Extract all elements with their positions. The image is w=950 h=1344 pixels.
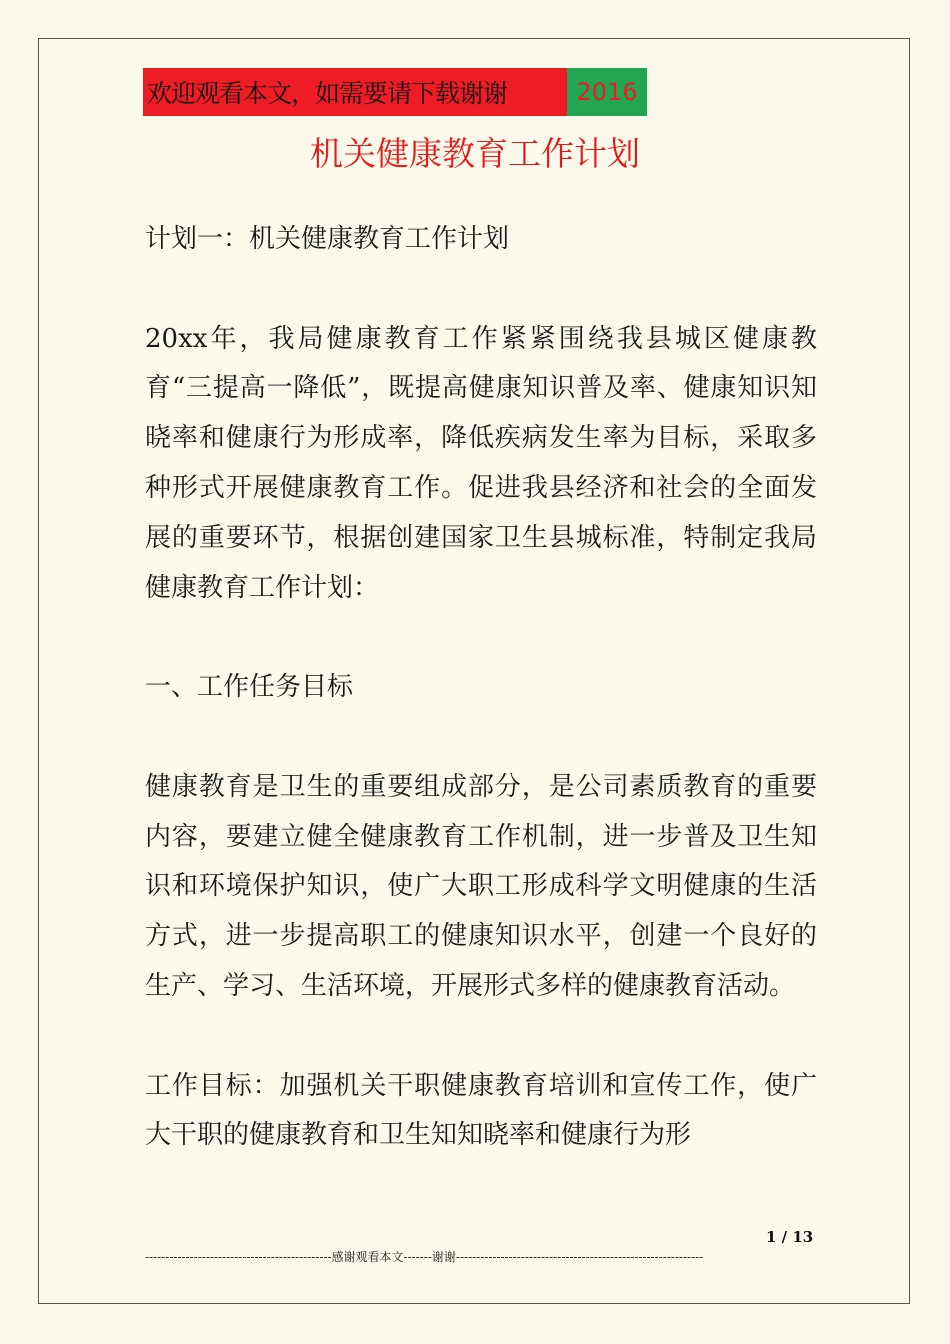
banner-text: 欢迎观看本文，如需要请下载谢谢 [143, 68, 567, 116]
plan-heading: 计划一：机关健康教育工作计划 [145, 224, 510, 254]
intro-paragraph: 20xx年，我局健康教育工作紧紧围绕我县城区健康教育“三提高一降低”，既提高健康知识普及率、健康知识知晓率和健康行为形成率，降低疾病发生率为目标，采取多种形式开展健康教育工作。促进我县经济和社会的全面发展的重要环节，根据创建国家卫生县城标准，特制定我局健康教育工作计划： [145, 323, 817, 603]
download-banner [143, 68, 647, 116]
section-heading: 一、工作任务目标 [145, 672, 354, 703]
document-title: 机关健康教育工作计划 [310, 134, 640, 173]
footer-line: ----------------------------------------------感谢观看本文-------谢谢------------------------------------------------------------- [145, 1250, 704, 1264]
body-paragraph: 健康教育是卫生的重要组成部分，是公司素质教育的重要内容，要建立健全健康教育工作机制，进一步普及卫生知识和环境保护知识，使广大职工形成科学文明健康的生活方式，进一步提高职工的健康知识水平，创建一个良好的生产、学习、生活环境，开展形式多样的健康教育活动。 [145, 771, 817, 1001]
document-body [145, 215, 817, 1211]
banner-year: 2016 [567, 68, 647, 116]
page-number: 1 / 13 [766, 1228, 814, 1246]
work-goal-paragraph: 工作目标：加强机关干职健康教育培训和宣传工作，使广大干职的健康教育和卫生知知晓率和健康行为形 [145, 1070, 817, 1151]
